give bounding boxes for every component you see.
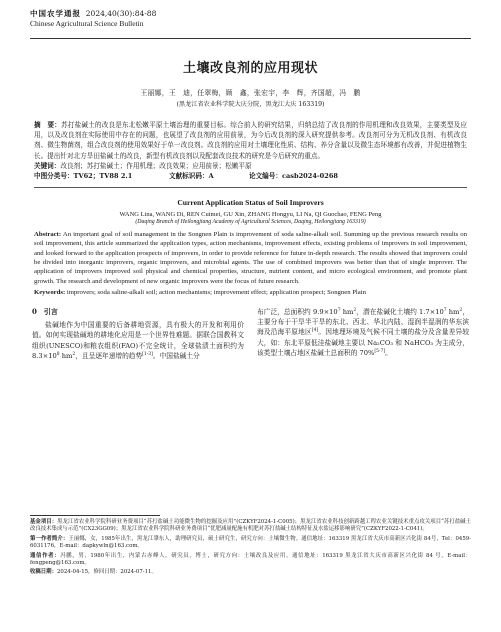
paper-number: 论文编号：casb2024-0268: [249, 171, 339, 180]
footnote-rule: [30, 515, 160, 516]
article-title-en: Current Application Status of Soil Improvers: [177, 197, 324, 207]
abstract-en: [30, 230, 471, 286]
first-author-note: 第一作者简介：王丽娜，女，1985年出生，黑龙江肇东人，助理研究员，硕士研究生，研究方向：土壤微生物。通信地址：163319 黑龙江省大庆市高新区兴化街 84号，Tel：0459-6031176，E-mail：dapkywln@163.com。: [30, 535, 471, 550]
abstract-en-label: Abstract:: [34, 230, 62, 238]
keywords-en: [30, 288, 471, 297]
journal-masthead: [30, 0, 471, 39]
body-columns: [30, 307, 471, 362]
keywords-en-label: Keywords:: [34, 289, 66, 297]
abstract-en-text: An important goal of soil management in the Songnen Plain is improvement of soda saline-alkali soil. Summing up the previous research results on soil improvement, this article summarized the application types, action mechanisms, improvement effects, existing problems of improvers in soil improvement, and looked forward to the application prospects of improvers, in order to provide reference for future in-depth research. The results showed that improvers could be divided into inorganic improvers, organic improvers, and microbial agents. The use of combined improvers was better than that of single improver. The application of improvers improved soil physical and chemical properties, structure, nutrient content, and micro ecological environment, and promote plant growth. The research and development of new organic improvers were the focus of future research.: [34, 230, 467, 285]
citation: [5-7]: [374, 349, 386, 355]
journal-issue: 2024,40(30):84-88: [85, 9, 157, 18]
fund-note: 基金项目：黑龙江省农业科学院科研业务费项目“苏打盐碱土功能微生物的挖掘及应用”(CZKYF2024-1-C005)；黑龙江省农业科技创新跨越工程农业关键技术重点攻关项目“苏打盐碱土改良技术集成与示范”(CX23GG09)；黑龙江省农业科学院科研业务费项目“优肥减量配施有机肥对苏打盐碱土结构特征及水盐运移影响研究”(CZKYF2022-1-C041)。: [30, 519, 471, 533]
classification-row: [30, 171, 471, 181]
keywords-cn-label: 关键词：: [34, 161, 61, 170]
abstract-cn: [30, 120, 471, 161]
abstract-cn-label: 摘 要：: [34, 121, 62, 129]
document-code: 文献标识码：A: [169, 171, 214, 180]
section-divider: [34, 187, 467, 188]
received-date-note: 收稿日期：2024-04-15，修回日期：2024-07-11。: [30, 569, 157, 576]
affiliation-en: (Daqing Branch of Heilongjiang Academy of Agricultural Sciences, Daqing, Heilongjiang 163319): [135, 218, 366, 225]
section-heading-intro: 0 引言: [32, 306, 58, 316]
keywords-cn-text: 改良剂；苏打盐碱土；作用机理；改良效果；应用前景；松嫩平原: [60, 161, 252, 170]
keywords-en-text: improvers; soda saline-alkali soil; action mechanisms; improvement effect; application prospect; Songnen Plain: [66, 289, 366, 297]
english-block: [30, 198, 471, 298]
corresponding-author-note: 通信作者：冯鹏，男，1980年出生，内蒙古赤峰人，研究员，博士，研究方向：土壤改良及应用。通信地址：163319 黑龙江省大庆市高新区兴化街 84 号，E-mail：fengpeng@163.com。: [30, 552, 471, 567]
intro-paragraph-left: 盐碱地作为中国重要的后备耕地资源，具有极大的开发和利用价值。如何实现盐碱地的耕地化应用是一个世界性难题。据联合国教科文组织(UNESCO)和粮农组织(FAO)不完全统计，全球盐渍土面积约为 $8.3\times 10^8$ $hm^2$，且呈逐年递增的趋势[1-3]。中国盐碱土分: [32, 321, 244, 361]
body-column-right: [257, 307, 469, 362]
article-title-cn: 土壤改良剂的应用现状: [182, 61, 318, 76]
citation: [4]: [311, 328, 319, 334]
citation: [1-3]: [142, 352, 153, 358]
abstract-cn-text: 苏打盐碱土的改良是东北松嫩平原土壤治理的重要目标。综合前人的研究结果，归纳总结了改良剂的作用机理和改良效果，主要类型及应用，以及改良剂在实际使用中存在的问题，也展望了改良剂的应用前景，为今后改良剂的深入研究提供参考。改良剂可分为无机改良剂、有机改良剂、微生物菌剂，组合改良剂的使用效果好于单一改良剂。改良剂的应用对土壤理化性质、结构、养分含量以及微生态环境都有改善，并促进植物生长。提出针对北方旱田盐碱土的改良，新型有机改良剂以及配套改良技术的研究是今后研究的重点。: [34, 121, 468, 160]
affiliation-cn: (黑龙江省农业科学院大庆分院，黑龙江大庆 163319): [176, 101, 325, 108]
keywords-cn: [30, 161, 471, 171]
intro-paragraph-right: 布广泛，总面积约 $9.9\times 10^7$ $hm^2$，潜在盐碱化土壤约 $1.7\times 10^7$ $hm^2$，主要分布于干旱半干旱的东北、西北、华北内陆、湿润半湿润的华东滨海及沿海平原地区[4]。因地理环境及气候不同土壤的盐分及含量差异较大，如：东北平原低洼盐碱地主要以 Na₂CO₃ 和 NaHCO₃ 为主成分，该类型土壤占地区盐碱土总面积的 70%[5-7]。: [257, 307, 470, 358]
authors-cn: 王丽娜，王 迪，任翠梅，顾 鑫，张宏宇，李 辉，齐国超，冯 鹏: [140, 89, 361, 97]
journal-name-cn: 中国农学通报: [30, 9, 81, 18]
clc-number: 中图分类号：TV62；TV88 2.1: [34, 171, 133, 180]
journal-name-en: Chinese Agricultural Science Bulletin: [30, 19, 144, 28]
footnotes: [30, 515, 471, 579]
authors-en: WANG Lina, WANG Di, REN Cuimei, GU Xin, ZHANG Hongyu, LI Na, QI Guochao, FENG Peng: [119, 210, 382, 218]
body-column-left: [32, 307, 244, 362]
